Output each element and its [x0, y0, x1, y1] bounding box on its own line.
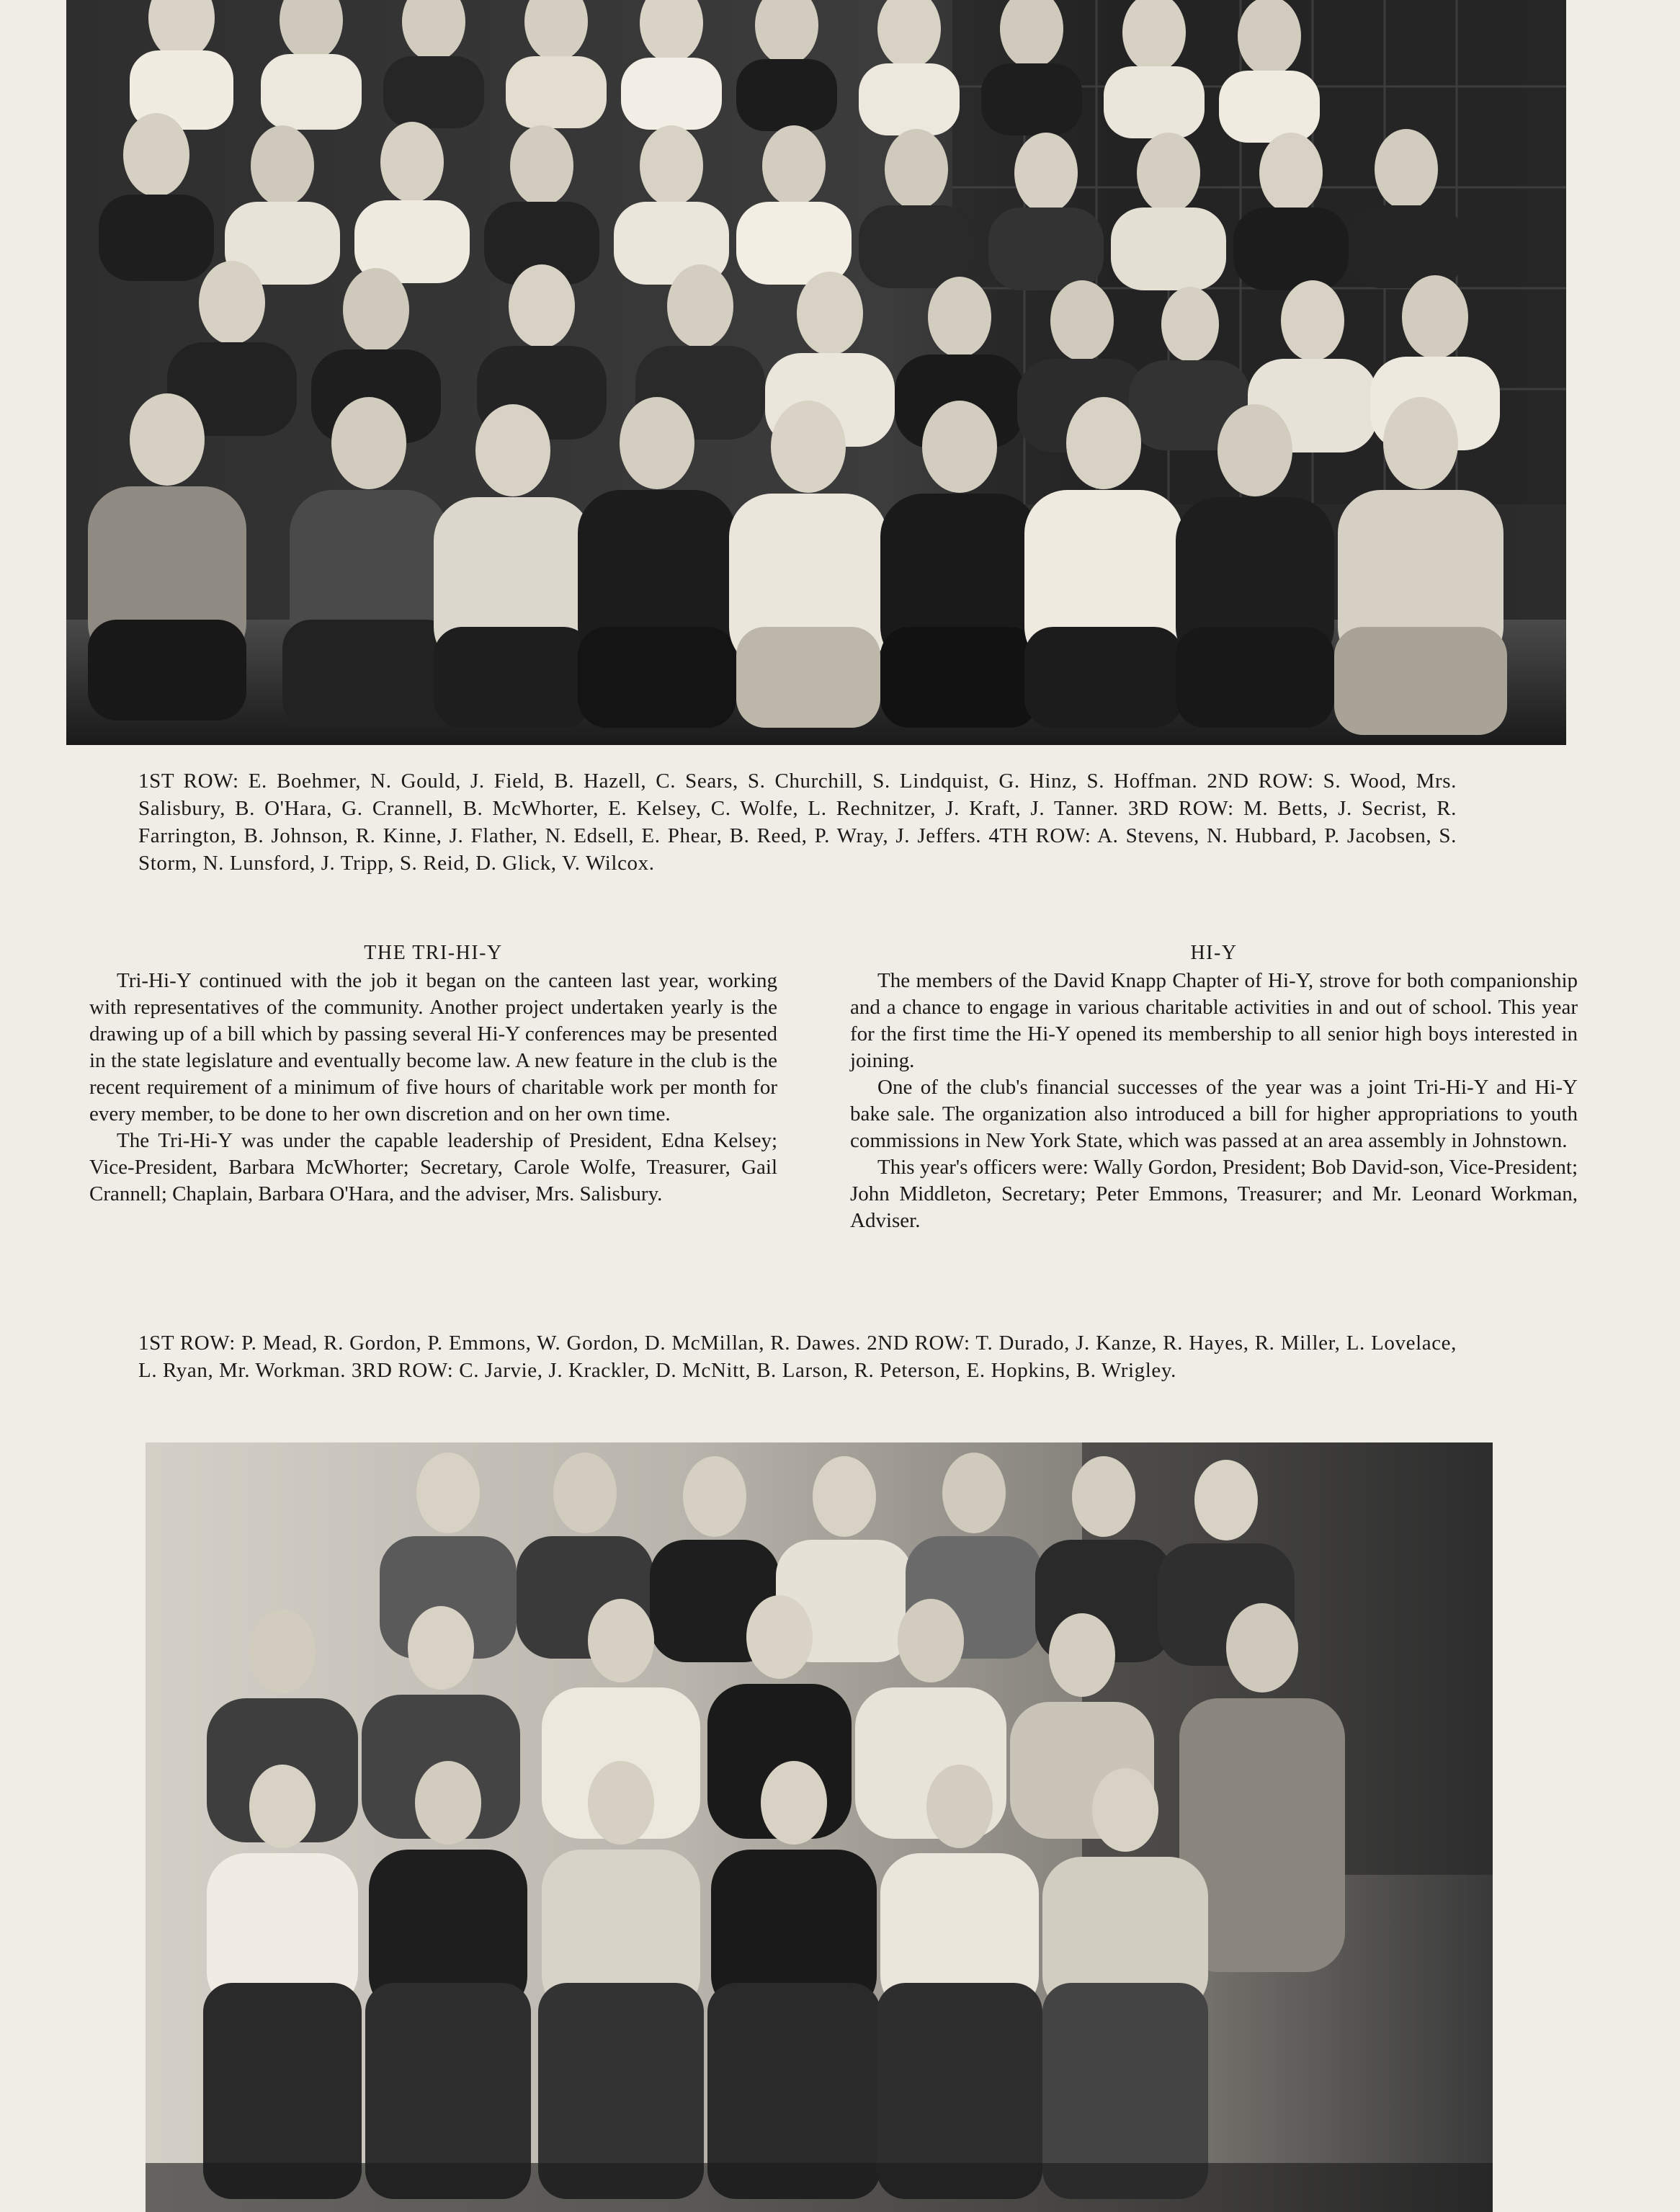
tri-hi-y-group-photo — [66, 0, 1566, 745]
tri-hi-y-paragraph-2: The Tri-Hi-Y was under the capable leadership of President, Edna Kelsey; Vice-President, Barbara McWhorter; Secretary, Carole Wolfe, Treasurer, Gail Crannell; Chaplain, Barbara O'Hara, and the adviser, Mrs. Salisbury. — [89, 1129, 777, 1205]
hi-y-photo-caption: 1ST ROW: P. Mead, R. Gordon, P. Emmons, W. Gordon, D. McMillan, R. Dawes. 2ND ROW: T. Durado, J. Kanze, R. Hayes, R. Miller, L. Lovelace, L. Ryan, Mr. Workman. 3RD ROW: C. Jarvie, J. Krackler, D. McNitt, B. Larson, R. Peterson, E. Hopkins, B. Wrigley. — [138, 1332, 1457, 1382]
tri-hi-y-heading: THE TRI-HI-Y — [364, 942, 503, 964]
hi-y-group-photo — [146, 1442, 1493, 2212]
tri-hi-y-group-photo-image — [66, 0, 1566, 745]
hi-y-paragraph-2: One of the club's financial successes of the year was a joint Tri-Hi-Y and Hi-Y bake sale. The organization also introduced a bill for higher appropriations to youth commissions in New York State, which was passed at an area assembly in Johnstown. — [850, 1076, 1578, 1152]
hi-y-group-photo-image — [146, 1442, 1493, 2212]
hi-y-paragraph-1: The members of the David Knapp Chapter of Hi-Y, strove for both companionship and a chance to engage in various charitable activities in and out of school. This year for the first time the Hi-Y opened its membership to all senior high boys interested in joining. — [850, 969, 1578, 1072]
hi-y-article — [850, 940, 1578, 1234]
tri-hi-y-paragraph-1: Tri-Hi-Y continued with the job it began on the canteen last year, working with representatives of the community. Another project undertaken yearly is the drawing up of a bill which by passing several Hi-Y conferences may be presented in the state legislature and eventually become law. A new feature in the club is the recent requirement of a minimum of five hours of charitable work per month for every member, to be done to her own discretion and on her own time. — [89, 969, 777, 1125]
tri-hi-y-article — [89, 940, 777, 1208]
hi-y-heading: HI-Y — [1190, 942, 1238, 964]
tri-hi-y-photo-caption: 1ST ROW: E. Boehmer, N. Gould, J. Field, B. Hazell, C. Sears, S. Churchill, S. Lindquist, G. Hinz, S. Hoffman. 2ND ROW: S. Wood, Mrs. Salisbury, B. O'Hara, G. Crannell, B. McWhorter, E. Kelsey, C. Wolfe, L. Rechnitzer, J. Kraft, J. Tanner. 3RD ROW: M. Betts, J. Secrist, R. Farrington, B. Johnson, R. Kinne, J. Flather, N. Edsell, E. Phear, B. Reed, P. Wray, J. Jeffers. 4TH ROW: A. Stevens, N. Hubbard, P. Jacobsen, S. Storm, N. Lunsford, J. Tripp, S. Reid, D. Glick, V. Wilcox. — [138, 770, 1457, 875]
hi-y-paragraph-3: This year's officers were: Wally Gordon, President; Bob David-son, Vice-President; John Middleton, Secretary; Peter Emmons, Treasurer; and Mr. Leonard Workman, Adviser. — [850, 1156, 1578, 1232]
